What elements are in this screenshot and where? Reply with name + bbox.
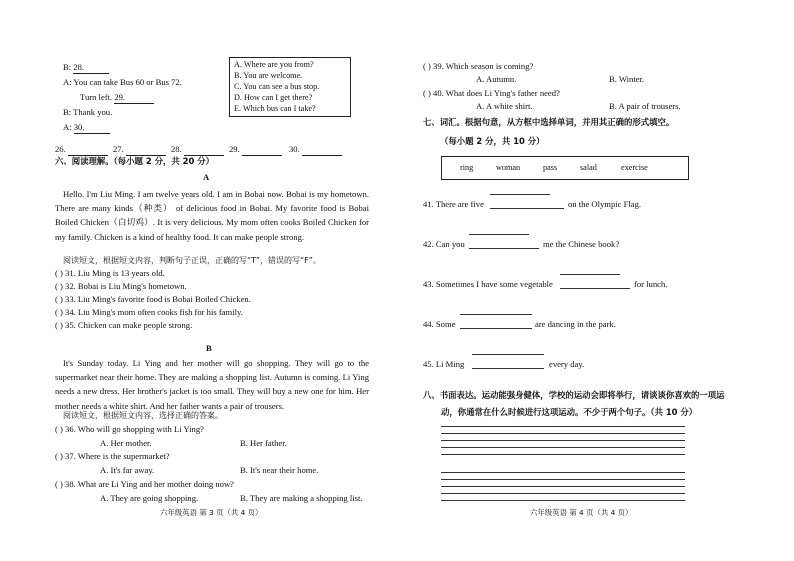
option-a: A. Where are you from? xyxy=(234,60,314,69)
answer-line-28[interactable] xyxy=(184,145,224,156)
instruction-a: 阅读短文，根据短文内容，判断句子正误，正确的写“T”，错误的写“F”。 xyxy=(63,256,321,265)
section8-line2: 动，你通常在什么时候进行这项运动。不少于两个句子。（共 10 分） xyxy=(441,407,698,417)
option-b: B. You are welcome. xyxy=(234,71,303,80)
option-c: C. You can see a bus stop. xyxy=(234,82,320,91)
writing-line[interactable] xyxy=(441,472,685,473)
passage-a-label: A xyxy=(203,172,210,182)
writing-line[interactable] xyxy=(441,454,685,455)
answer-line-26[interactable] xyxy=(68,145,108,156)
answer-line-43b[interactable] xyxy=(560,288,630,289)
section8-title: 八、书面表达。运动能强身健体，学校的运动会即将举行，请谈谈你喜欢的一项运 xyxy=(423,390,725,400)
answer-line-45b[interactable] xyxy=(472,368,544,369)
question-37-option-a[interactable]: A. It's far away. xyxy=(100,465,155,475)
word-woman: woman xyxy=(496,163,521,172)
writing-line[interactable] xyxy=(441,433,685,434)
option-d: D. How can I get there? xyxy=(234,93,313,102)
question-37[interactable]: ( ) 37. Where is the supermarket? xyxy=(55,451,170,461)
question-43-start: 43. Sometimes I have some vegetable xyxy=(423,279,553,289)
question-41-start: 41. There are five xyxy=(423,199,484,209)
question-39-option-b[interactable]: B. Winter. xyxy=(609,74,645,84)
question-44-start: 44. Some xyxy=(423,319,456,329)
question-44-end: are dancing in the park. xyxy=(535,319,616,329)
word-bank-box xyxy=(441,156,689,180)
answer-line-42a[interactable] xyxy=(469,234,529,235)
question-36-option-a[interactable]: A. Her mother. xyxy=(100,438,152,448)
dialogue-a1: A: You can take Bus 60 or Bus 72. xyxy=(63,77,182,87)
question-42-start: 42. Can you xyxy=(423,239,465,249)
instruction-b: 阅读短文，根据短文内容，选择正确的答案。 xyxy=(63,411,223,420)
answer-blank-29[interactable]: 29. xyxy=(114,93,154,104)
section7-score: （每小题 2 分，共 10 分） xyxy=(440,136,545,146)
question-38-option-b[interactable]: B. They are making a shopping list. xyxy=(240,493,363,503)
section7-title: 七、词汇。根据句意，从方框中选择单词，并用其正确的形式填空。 xyxy=(423,117,675,127)
word-salad: salad xyxy=(580,163,597,172)
question-36[interactable]: ( ) 36. Who will go shopping with Li Ying? xyxy=(55,424,204,434)
question-45-start: 45. Li Ming xyxy=(423,359,465,369)
left-page-footer: 六年级英语 第 3 页（共 4 页） xyxy=(160,508,263,517)
answer-line-29[interactable] xyxy=(242,145,282,156)
dialogue-a1-cont: Turn left. 29. xyxy=(80,93,154,104)
dialogue-b1: B: 28. xyxy=(63,63,109,74)
question-40[interactable]: ( ) 40. What does Li Ying's father need? xyxy=(423,88,560,98)
question-38-option-a[interactable]: A. They are going shopping. xyxy=(100,493,199,503)
question-36-option-b[interactable]: B. Her father. xyxy=(240,438,287,448)
question-43-end: for lunch. xyxy=(634,279,668,289)
passage-a: Hello. I'm Liu Ming. I am twelve years old. I am in Bobai now. Bobai is my hometown. There are many kinds（种类） of delicious food in Bobai. My favorite food is Bobai Boiled Chicken（白切鸡）. It is very delicious. My mom often cooks Boiled Chicken for my family. Chicken is a kind of healthy food. It can make people strong. xyxy=(55,189,369,242)
right-page-footer: 六年级英语 第 4 页（共 4 页） xyxy=(530,508,633,517)
answer-blank-28[interactable]: 28. xyxy=(73,63,109,74)
passage-b: It's Sunday today. Li Ying and her mother will go shopping. They will go to the supermarket near their home. They are making a shopping list. Autumn is coming. Li Ying needs a new dress. Her brother's jacket is too small. They will buy a new one for him. Her mother needs a white shirt. And her father wants a pair of trousers. xyxy=(55,358,369,411)
answer-blank-30[interactable]: 30. xyxy=(74,123,110,134)
question-40-option-b[interactable]: B. A pair of trousers. xyxy=(609,101,681,111)
question-41-end: on the Olympic Flag. xyxy=(568,199,642,209)
writing-line[interactable] xyxy=(441,486,685,487)
writing-line[interactable] xyxy=(441,440,685,441)
question-45-end: every day. xyxy=(549,359,585,369)
question-31[interactable]: ( ) 31. Liu Ming is 13 years old. xyxy=(55,268,165,278)
word-exercise: exercise xyxy=(621,163,648,172)
question-32[interactable]: ( ) 32. Bobai is Liu Ming's hometown. xyxy=(55,281,187,291)
passage-b-label: B xyxy=(206,343,212,353)
writing-line[interactable] xyxy=(441,426,685,427)
answer-line-42b[interactable] xyxy=(469,248,539,249)
writing-line[interactable] xyxy=(441,500,685,501)
answer-line-30[interactable] xyxy=(302,145,342,156)
writing-line[interactable] xyxy=(441,493,685,494)
question-38[interactable]: ( ) 38. What are Li Ying and her mother doing now? xyxy=(55,479,234,489)
question-39[interactable]: ( ) 39. Which season is coming? xyxy=(423,61,534,71)
word-ring: ring xyxy=(460,163,474,172)
question-37-option-b[interactable]: B. It's near their home. xyxy=(240,465,319,475)
answer-line-41a[interactable] xyxy=(490,194,550,195)
answer-line-45a[interactable] xyxy=(472,354,544,355)
section6-title: 六、阅读理解。（每小题 2 分，共 20 分） xyxy=(55,156,214,166)
dialogue-a2: A: 30. xyxy=(63,123,110,134)
writing-line[interactable] xyxy=(441,447,685,448)
answer-line-41b[interactable] xyxy=(490,208,564,209)
answer-line-44a[interactable] xyxy=(460,314,532,315)
option-e: E. Which bus can I take? xyxy=(234,104,316,113)
options-box xyxy=(229,57,351,117)
question-39-option-a[interactable]: A. Autumn. xyxy=(476,74,517,84)
writing-line[interactable] xyxy=(441,479,685,480)
answer-line-44b[interactable] xyxy=(460,328,532,329)
answer-line-27[interactable] xyxy=(126,145,166,156)
question-34[interactable]: ( ) 34. Liu Ming's mom often cooks fish for his family. xyxy=(55,307,243,317)
question-35[interactable]: ( ) 35. Chicken can make people strong. xyxy=(55,320,193,330)
answer-line-43a[interactable] xyxy=(560,274,620,275)
question-42-end: me the Chinese book? xyxy=(543,239,620,249)
word-pass: pass xyxy=(543,163,558,172)
dialogue-b2: B: Thank you. xyxy=(63,107,113,117)
question-33[interactable]: ( ) 33. Liu Ming's favorite food is Bobai Boiled Chicken. xyxy=(55,294,251,304)
question-40-option-a[interactable]: A. A white shirt. xyxy=(476,101,533,111)
